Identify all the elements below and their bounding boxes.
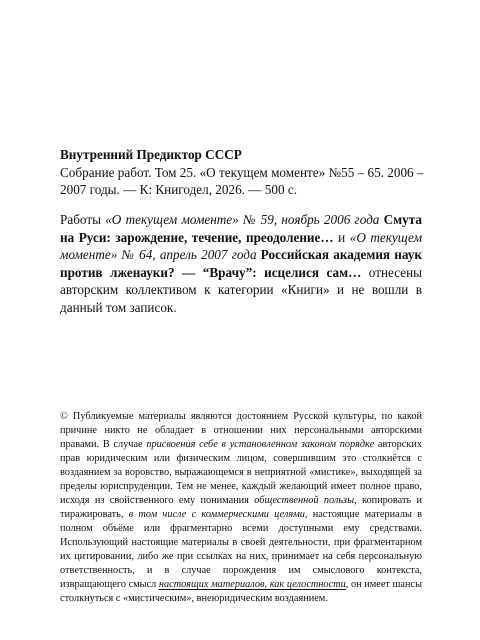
copyright-notice [60,410,422,606]
copyright-text-4: , настоящие материалы в полном объёме или фрагментарно всеми доступными ему средствами. Использующий настоящие материалы в своей деятельности, при фрагментарном их цитировании, либо же при ссылках на них, принимает на себя персональную ответственность, и в случае порождения им смыслового контекста, извращающего смысл [60,509,422,590]
copyright-text-2: авторских прав юридическим или физическим лицом, совершившим это столкнётся с воздаянием за воровство, выражающемся в неприятной «мистике», выходящей за пределы юриспруденции. Тем не менее, каждый желающий имеет полное право, исходя из свойственного ему понимания [60,439,422,506]
copyright-emphasis-1: присвоения себе в установленном законом порядке [146,439,375,450]
bibliographic-record [60,146,424,199]
copyright-emphasis-2: общественной пользы [254,495,355,506]
note-issue-59-ref: «О текущем моменте» № 59, ноябрь 2006 года [105,212,380,227]
note-work-title-1: Смута на Руси: зарождение, течение, преодоление… [60,212,422,245]
author-name: Внутренний Предиктор СССР [60,147,242,162]
note-text-1: Работы [60,212,106,227]
excluded-works-note [60,211,422,317]
copyright-emphasis-3: в том числе с коммерческими целями [128,509,305,520]
copyright-text-3: , копировать и тиражировать, [60,495,423,520]
collection-description-line-1: Собрание работ. Том 25. «О текущем моменте» №55 – 65. 2006 – [60,164,424,180]
note-text-3: отнесены авторским коллективом к категории «Книги» и не вошли в данный том записок. [60,264,422,315]
copyright-text-5: , он имеет шансы столкнуться с «мистическим», внеюридическим воздаянием. [60,579,423,604]
copyright-underlined-phrase: настоящих материалов, как целостности [158,579,346,590]
note-text-2: и [333,229,350,245]
note-work-title-2: Российская академия наук против лженауки? — “Врачу”: исцелися сам… [60,247,422,280]
collection-description-line-2: 2007 годы. — К: Книгодел, 2026. — 500 с. [60,182,297,197]
copyright-text-1: © Публикуемые материалы являются достоянием Русской культуры, по какой причине никто не обладает в отношении них персональными авторскими правами. В случае [60,411,422,450]
note-issue-64-ref: «О текущем моменте» № 64, апрель 2007 года [60,229,422,263]
